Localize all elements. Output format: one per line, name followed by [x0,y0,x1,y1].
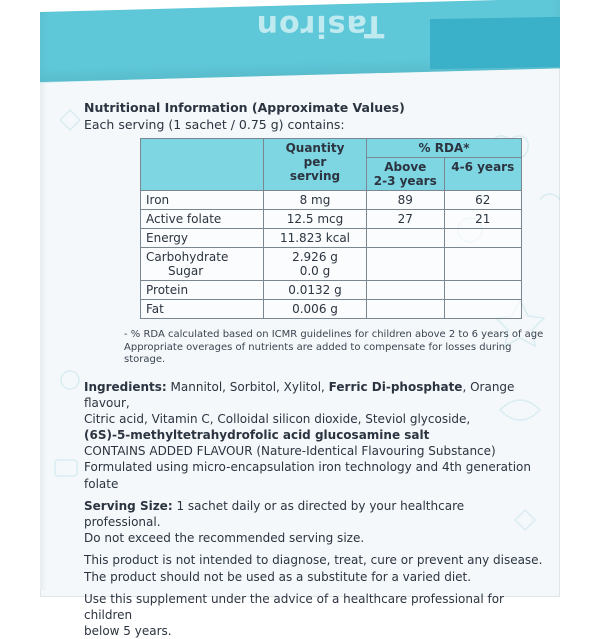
table-notes [124,329,544,367]
table-row [141,248,522,281]
serving-size: Serving Size: 1 sachet daily or as directed by your healthcare professional. [84,498,465,529]
nutrient-rda1 [367,300,445,319]
nutrient-rda2: 62 [444,191,522,210]
nutrient-name: Protein [141,281,264,300]
nutrient-rda2 [444,248,522,281]
header-empty [141,139,264,191]
nutrient-name: Active folate [141,210,264,229]
nutrient-qty: 8 mg [264,191,367,210]
nutrient-rda2 [444,229,522,248]
ingredients-label: Ingredients: [84,379,167,394]
nutrient-qty: 0.006 g [264,300,367,319]
nutrient-subname: Sugar [168,264,204,278]
header-rda: % RDA* [367,139,522,158]
nutrient-qty: 0.0132 g [264,281,367,300]
nutrient-rda1 [367,229,445,248]
table-row [141,300,522,319]
advice-line2: below 5 years. [84,624,172,639]
formulation-statement: Formulated using micro-encapsulation iron technology and 4th generation folate [84,460,531,491]
table-row [141,191,522,210]
nutrient-qty: 11.823 kcal [264,229,367,248]
header-rda-col1: Above 2-3 years [367,158,445,191]
table-row [141,229,522,248]
disclaimer-line1: This product is not intended to diagnose, treat, cure or prevent any disease. [84,553,543,568]
nutrient-rda1 [367,248,445,281]
flavour-statement: CONTAINS ADDED FLAVOUR (Nature-Identical Flavouring Substance) [84,444,496,459]
box-flap-inner-right [430,17,560,69]
nutrient-name: Energy [141,229,264,248]
ingredients-block: Ingredients: Mannitol, Sorbitol, Xylitol, Ferric Di-phosphate, Orange flavour, Citric acid, Vitamin C, Colloidal silicon dioxide, Steviol glycoside, (6S)-5-methyltetrahydrofolic acid glucosamine salt [84,379,515,443]
nutrient-rda2 [444,300,522,319]
rda-note: - % RDA calculated based on ICMR guidelines for children above 2 to 6 years of age [124,329,544,340]
nutrient-name: Iron [141,191,264,210]
overage-note: Appropriate overages of nutrients are added to compensate for losses during storage. [124,341,512,365]
disclaimer-line2: The product should not be used as a substitute for a varied diet. [84,569,472,584]
nutrient-rda1 [367,281,445,300]
nutrient-subqty: 0.0 g [299,264,331,278]
nutrient-rda2 [444,281,522,300]
nutrient-rda2: 21 [444,210,522,229]
brand-logo-mirrored: Tasiron [255,8,385,43]
nutrient-rda1: 27 [367,210,445,229]
nutrient-name: Fat [141,300,264,319]
table-row [141,210,522,229]
header-rda-col2: 4-6 years [444,158,522,191]
nutrition-table [140,138,522,319]
table-row [141,281,522,300]
label-content [84,100,544,639]
serving-line: Each serving (1 sachet / 0.75 g) contains: [84,117,345,132]
serving-warning: Do not exceed the recommended serving size. [84,531,365,546]
nutrient-name: Carbohydrate Sugar [141,248,264,281]
nutrition-title: Nutritional Information (Approximate Values) [84,100,405,115]
nutrient-rda1: 89 [367,191,445,210]
advice-line1: Use this supplement under the advice of a healthcare professional for children [84,591,504,622]
nutrient-qty: 12.5 mcg [264,210,367,229]
header-quantity: Quantity per serving [264,139,367,191]
nutrient-qty: 2.926 g 0.0 g [264,248,367,281]
